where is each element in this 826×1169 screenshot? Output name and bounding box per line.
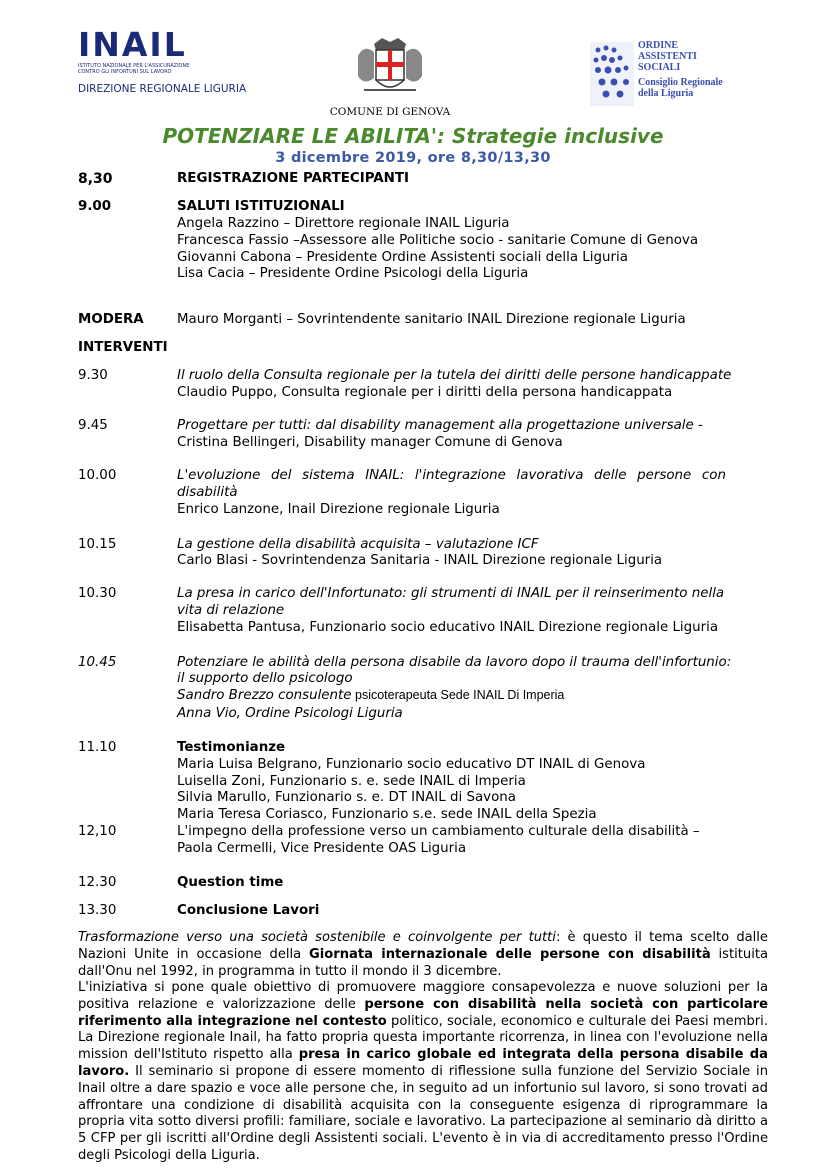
desc-bold: presa in carico globale ed integrata della persona disabile da lavoro. [78, 1047, 768, 1079]
interventi-label: INTERVENTI [78, 340, 168, 355]
time-conclusione: 13.30 [78, 903, 117, 918]
modera-label: MODERA [78, 312, 144, 327]
talk-title: vita di relazione [177, 603, 285, 618]
inail-logo [78, 25, 247, 95]
talk-title: Il ruolo della Consulta regionale per la tutela dei diritti delle persone handicappate [177, 368, 732, 383]
testimonial-speaker: Luisella Zoni, Funzionario s. e. sede INAIL di Imperia [177, 774, 526, 789]
desc-bold: Giornata internazionale delle persone con disabilità [309, 946, 711, 962]
oas-emblem-icon [588, 40, 636, 108]
talk-title: Potenziare le abilità della persona disabile da lavoro dopo il trauma dell'infortunio: [177, 655, 732, 670]
inail-tagline: ISTITUTO NAZIONALE PER L'ASSICURAZIONE CONTRO GLI INFORTUNI SUL LAVORO [78, 63, 190, 75]
time-i3: 10.00 [78, 468, 117, 483]
desc-text: istituita dall'Onu nel 1992, in programma in tutto il mondo il 3 dicembre. [78, 946, 768, 979]
talk-speaker: Claudio Puppo, Consulta regionale per i diritti della persona handicappata [177, 385, 673, 400]
desc-text: L'iniziativa si pone quale obiettivo di promuovere maggiore consapevolezza e nuove soluzioni per la positiva relazione e valorizzazione delle [78, 980, 768, 1012]
inail-wordmark: INAIL [78, 25, 187, 64]
registration-label: REGISTRAZIONE PARTECIPANTI [177, 171, 409, 186]
genova-logo [320, 34, 460, 118]
testimonial-speaker: Silvia Marullo, Funzionario s. e. DT INAIL di Savona [177, 790, 516, 805]
talk-speaker: Enrico Lanzone, Inail Direzione regionale Liguria [177, 502, 500, 517]
speaker-name: Sandro Brezzo consulente [177, 688, 352, 703]
saluti-speaker: Giovanni Cabona – Presidente Ordine Assistenti sociali della Liguria [177, 250, 628, 265]
talk-speaker: Anna Vio, Ordine Psicologi Liguria [177, 706, 403, 721]
genova-caption: COMUNE DI GENOVA [329, 106, 451, 118]
saluti-speaker: Lisa Cacia – Presidente Ordine Psicologi della Liguria [177, 266, 529, 281]
oas-line: Consiglio Regionale [638, 77, 723, 88]
inail-direction: DIREZIONE REGIONALE LIGURIA [78, 83, 247, 95]
time-i4: 10.15 [78, 537, 117, 552]
testimonianze-label: Testimonianze [177, 740, 286, 755]
desc-text: politico, sociale, economico e culturale dei Paesi membri. La Direzione regionale Inail, ha fatto propria questa importante ricorrenza, in linea con l'evoluzione nella mission dell'Istituto rispetto alla [78, 1013, 768, 1063]
saluti-speaker: Angela Razzino – Direttore regionale INAIL Liguria [177, 216, 510, 231]
oas-logo [588, 40, 723, 112]
page-title: POTENZIARE LE ABILITA': Strategie inclusive [162, 124, 664, 148]
description-paragraph-1 [78, 930, 768, 980]
oas-line: SOCIALI [638, 62, 681, 73]
genova-crest-icon [350, 34, 430, 100]
oas-text [638, 40, 723, 99]
time-saluti: 9.00 [78, 199, 112, 214]
time-i6: 10.45 [78, 655, 117, 670]
oas-line: della Liguria [638, 88, 694, 99]
desc-text: : è questo il tema scelto dalle Nazioni Unite in occasione della [78, 930, 768, 962]
oas-line: ORDINE [638, 40, 679, 51]
talk-speaker: Elisabetta Pantusa, Funzionario socio educativo INAIL Direzione regionale Liguria [177, 620, 719, 635]
question-time-label: Question time [177, 875, 284, 890]
talk-speaker: Paola Cermelli, Vice Presidente OAS Liguria [177, 841, 467, 856]
talk-title: L'impegno della professione verso un cambiamento culturale della disabilità – [177, 824, 700, 839]
testimonial-speaker: Maria Luisa Belgrano, Funzionario socio educativo DT INAIL di Genova [177, 757, 646, 772]
time-i1: 9.30 [78, 368, 108, 383]
talk-title: Progettare per tutti: dal disability management alla progettazione universale - [177, 418, 703, 433]
time-i5: 10.30 [78, 586, 117, 601]
saluti-label: SALUTI ISTITUZIONALI [177, 199, 345, 214]
saluti-speaker: Francesca Fassio –Assessore alle Politiche socio - sanitarie Comune di Genova [177, 233, 699, 248]
testimonial-speaker: Maria Teresa Coriasco, Funzionario s.e. sede INAIL della Spezia [177, 807, 597, 822]
talk-title: La presa in carico dell'Infortunato: gli strumenti di INAIL per il reinserimento nella [177, 586, 725, 601]
talk-speaker: Cristina Bellingeri, Disability manager Comune di Genova [177, 435, 563, 450]
talk-title: disabilità [177, 485, 238, 500]
time-i2: 9.45 [78, 418, 108, 433]
desc-bold: persone con disabilità nella società con particolare riferimento alla integrazione nel contesto [78, 996, 769, 1029]
description-paragraph-2 [78, 980, 768, 1165]
desc-text: Il seminario si propone di essere momento di riflessione sulla funzione del Servizio Sociale in Inail oltre a dare spazio e voce alle persone che, in seguito ad un infortunio sul lavoro, si sono trovati ad affrontare una condizione di disabilità acquisita con la conseguente esigenza di riprogrammare la propria vita sotto diversi profili: familiare, sociale e lavorativo. La partecipazione al seminario dà diritto a 5 CFP per gli iscritti all'Ordine degli Assistenti sociali. L'evento è in via di accreditamento presso l'Ordine degli Psicologi della Liguria. [78, 1063, 768, 1163]
time-question: 12.30 [78, 875, 117, 890]
speaker-role: psicoterapeuta Sede INAIL Di Imperia [351, 688, 565, 702]
talk-speaker [177, 688, 564, 703]
oas-line: ASSISTENTI [638, 51, 697, 62]
talk-speaker: Carlo Blasi - Sovrintendenza Sanitaria - INAIL Direzione regionale Liguria [177, 553, 663, 568]
time-testimonianze: 11.10 [78, 740, 117, 755]
time-registration: 8,30 [78, 171, 113, 187]
talk-title: La gestione della disabilità acquisita – valutazione ICF [177, 537, 539, 552]
talk-title: il supporto dello psicologo [177, 671, 353, 686]
time-i7: 12,10 [78, 824, 117, 839]
theme-text: Trasformazione verso una società sostenibile e coinvolgente per tutti [78, 930, 556, 945]
conclusione-label: Conclusione Lavori [177, 903, 320, 918]
modera-name: Mauro Morganti – Sovrintendente sanitario INAIL Direzione regionale Liguria [177, 312, 686, 327]
event-date: 3 dicembre 2019, ore 8,30/13,30 [275, 150, 551, 166]
talk-title: L'evoluzione del sistema INAIL: l'integrazione lavorativa delle persone con [177, 468, 726, 483]
